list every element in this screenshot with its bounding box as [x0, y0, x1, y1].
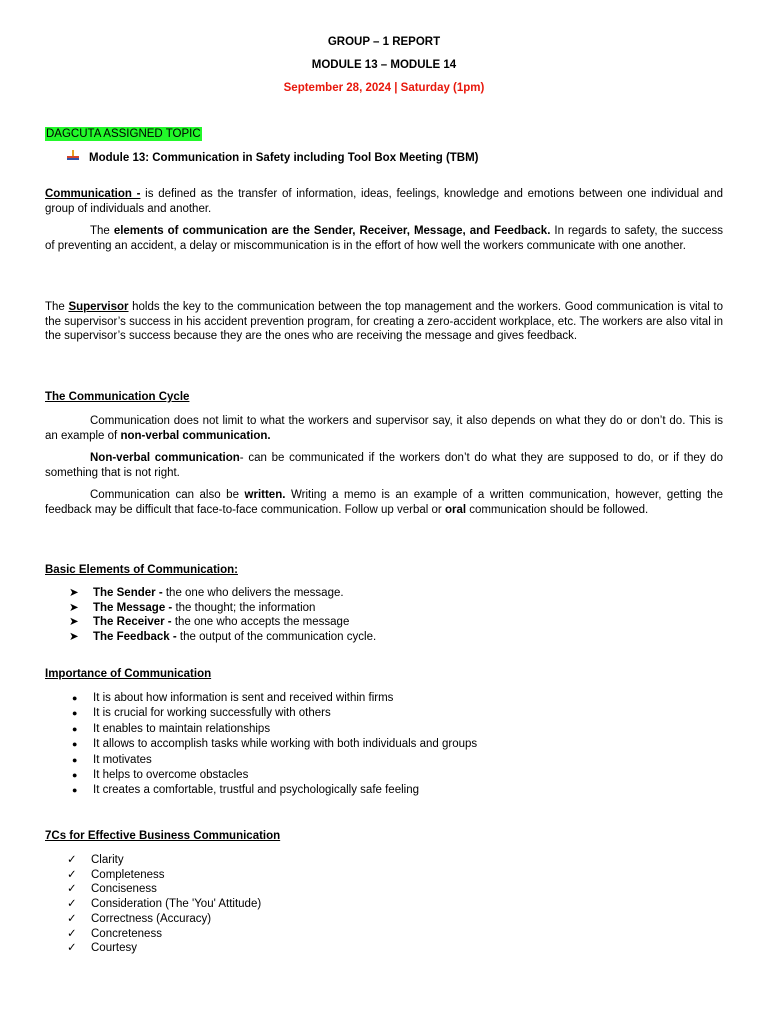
cycle-paragraph-3 [45, 488, 723, 517]
communication-text: is defined as the transfer of information, ideas, feelings, knowledge and emotions between one individual and group of individuals and another. [45, 188, 723, 215]
item-text: It enables to maintain relationships [93, 722, 271, 735]
item-desc: the one who accepts the message [171, 616, 350, 629]
basic-elements-list [69, 586, 376, 645]
cycle-paragraph-1 [45, 414, 723, 443]
checkmark-icon: ✓ [67, 912, 77, 925]
list-item [69, 630, 376, 645]
communication-definition [45, 187, 723, 216]
seven-cs-list [67, 853, 261, 956]
list-item [67, 897, 261, 912]
item-text: Conciseness [91, 883, 157, 896]
cycle-p2-post: - can be communicated if the workers don’t do what they are supposed to do, or if they do something that is not right. [45, 452, 723, 479]
cycle-p3-mid: Writing a memo is an example of a written communication, however, getting the feedback may be difficult that face-to-face communication. Follow up verbal or [45, 489, 723, 516]
item-text: It is about how information is sent and received within firms [93, 692, 394, 704]
module-range: MODULE 13 – MODULE 14 [311, 59, 457, 71]
item-text: Correctness (Accuracy) [91, 912, 212, 925]
dot-bullet-icon: ● [72, 770, 78, 781]
item-desc: the one who delivers the message. [162, 587, 344, 599]
arrow-bullet-icon: ➤ [69, 631, 79, 644]
cycle-p3-bold: written. [244, 489, 286, 501]
item-text: It helps to overcome obstacles [93, 769, 249, 782]
list-item [69, 768, 477, 783]
item-text: Concreteness [91, 927, 162, 940]
item-term: The Feedback - [93, 631, 177, 644]
list-item [69, 783, 477, 798]
module-title [67, 150, 479, 164]
elements-paragraph [45, 224, 723, 253]
module-title-text: Module 13: Communication in Safety including Tool Box Meeting (TBM) [89, 152, 479, 164]
item-text: It creates a comfortable, trustful and psychologically safe feeling [93, 784, 420, 797]
cycle-p3-bold2: oral [444, 503, 467, 516]
list-item [67, 882, 261, 897]
module-bullet-icon [67, 150, 81, 164]
importance-heading: Importance of Communication [45, 668, 212, 680]
item-term: The Sender - [93, 587, 163, 599]
cycle-p1-pre: Communication does not limit to what the workers and supervisor say, it also depends on what they do or don’t do. This is an example of [45, 415, 723, 442]
cycle-p1-bold: non-verbal communication. [120, 429, 271, 442]
item-text: It motivates [93, 753, 152, 766]
list-item [69, 691, 477, 706]
basic-heading: Basic Elements of Communication: [45, 564, 238, 576]
dot-bullet-icon: ● [72, 739, 78, 750]
dot-bullet-icon: ● [72, 708, 78, 719]
item-desc: the thought; the information [172, 601, 316, 614]
cycle-p3-pre: Communication can also be [90, 489, 245, 501]
list-item [69, 706, 477, 721]
item-desc: the output of the communication cycle. [176, 631, 377, 644]
elements-post: In regards to safety, the success of preventing an accident, a delay or miscommunication is in the effort of how well the workers communicate with one another. [45, 225, 724, 252]
list-item [67, 941, 261, 956]
arrow-bullet-icon: ➤ [69, 601, 79, 614]
seven-cs-heading: 7Cs for Effective Business Communication [45, 830, 281, 842]
list-item [69, 737, 477, 752]
item-text: It is crucial for working successfully with others [93, 707, 331, 720]
list-item [67, 927, 261, 942]
elements-bold: elements of communication are the Sender, Receiver, Message, and Feedback. [113, 225, 551, 237]
assigned-topic-highlight: DAGCUTA ASSIGNED TOPIC [46, 128, 201, 140]
importance-list [69, 691, 477, 799]
list-item [69, 753, 477, 768]
checkmark-icon: ✓ [67, 883, 77, 896]
checkmark-icon: ✓ [67, 942, 77, 955]
item-text: Clarity [91, 854, 124, 866]
list-item [67, 853, 261, 868]
list-item [69, 601, 376, 616]
arrow-bullet-icon: ➤ [69, 616, 79, 629]
item-text: Consideration (The 'You' Attitude) [91, 898, 262, 911]
item-text: It allows to accomplish tasks while working with both individuals and groups [93, 738, 478, 751]
arrow-bullet-icon: ➤ [69, 587, 79, 599]
checkmark-icon: ✓ [67, 927, 77, 940]
cycle-heading: The Communication Cycle [45, 391, 190, 403]
communication-term: Communication - [45, 188, 141, 200]
checkmark-icon: ✓ [67, 898, 77, 911]
cycle-p3-post: communication should be followed. [466, 503, 649, 516]
item-term: The Message - [93, 601, 173, 614]
report-date: September 28, 2024 | Saturday (1pm) [283, 82, 485, 94]
cycle-paragraph-2 [45, 451, 723, 480]
list-item [69, 615, 376, 630]
list-item [67, 912, 261, 927]
list-item [67, 868, 261, 883]
dot-bullet-icon: ● [72, 754, 78, 765]
dot-bullet-icon: ● [72, 723, 78, 734]
supervisor-post: holds the key to the communication between the top management and the workers. Good communication is vital to the supervisor’s success in his accident prevention program, for creating a zero-accident workplace, etc. The workers are also vital in the supervisor’s success because they are the ones who are receiving the message and gives feedback. [45, 301, 723, 343]
supervisor-pre: The [45, 301, 69, 313]
list-item [69, 722, 477, 737]
cycle-p2-bold: Non-verbal communication [90, 452, 240, 464]
elements-pre: The [90, 225, 114, 237]
dot-bullet-icon: ● [72, 693, 78, 703]
list-item [69, 586, 376, 601]
checkmark-icon: ✓ [67, 868, 77, 881]
supervisor-term: Supervisor [68, 301, 129, 313]
item-term: The Receiver - [93, 616, 172, 629]
supervisor-paragraph [45, 300, 723, 344]
report-title: GROUP – 1 REPORT [327, 36, 441, 48]
item-text: Courtesy [91, 942, 138, 955]
item-text: Completeness [91, 868, 165, 881]
dot-bullet-icon: ● [72, 785, 78, 796]
checkmark-icon: ✓ [67, 854, 77, 866]
